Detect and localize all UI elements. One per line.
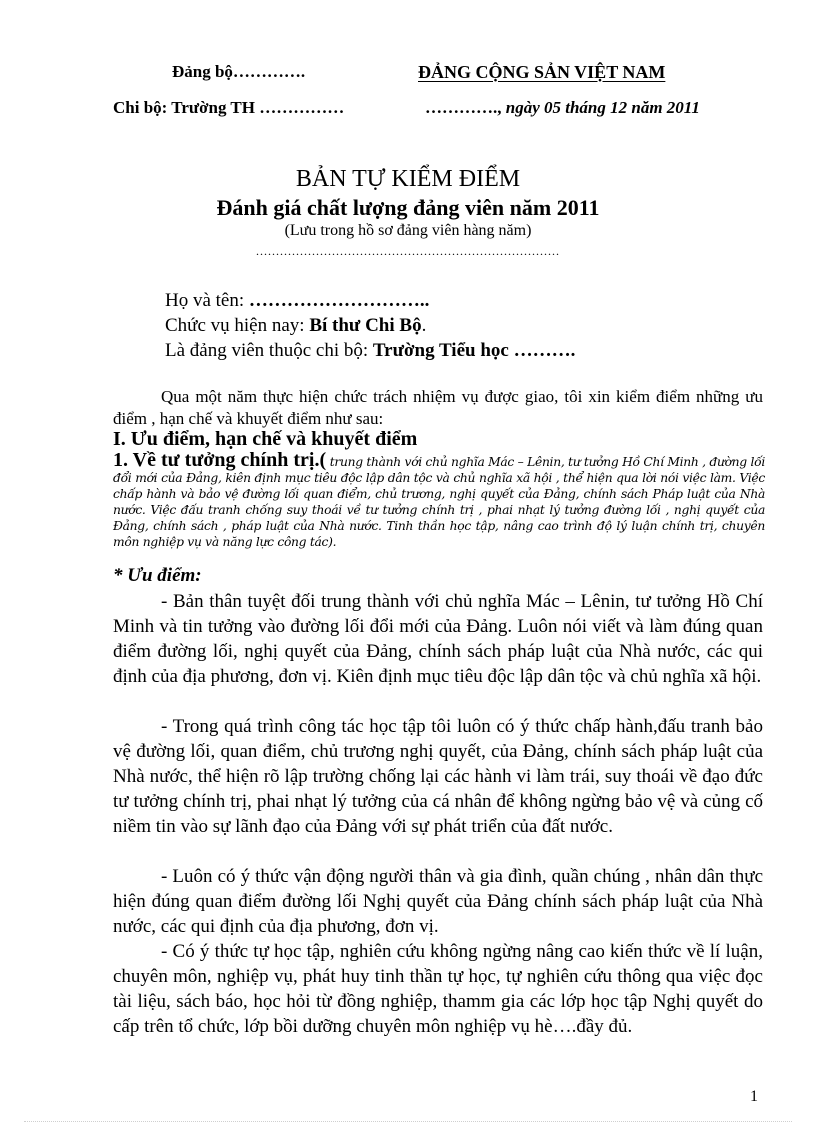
branch-line — [165, 340, 575, 362]
body-paragraph-2: - Trong quá trình công tác học tập tôi luôn có ý thức chấp hành,đấu tranh bảo vệ đường lối, quan điểm, chủ trương nghị quyết, của Đảng, chính sách pháp luật của Nhà nước, thể hiện rõ lập trường chống lại các hành vi làm trái, suy thoái về đạo đức tư tưởng chính trị, phai nhạt lý tưởng của cá nhân để không ngừng bảo vệ và củng cố niềm tin vào sự lãnh đạo của Đảng với sự phát triển của đất nước. — [113, 716, 763, 837]
intro-paragraph: Qua một năm thực hiện chức trách nhiệm vụ được giao, tôi xin kiểm điểm những ưu điểm , hạn chế và khuyết điểm như sau: — [113, 387, 763, 428]
branch-value: Trường Tiểu học ………. — [372, 340, 576, 361]
name-label: Họ và tên: — [165, 290, 249, 311]
body-paragraph-3: - Luôn có ý thức vận động người thân và gia đình, quần chúng , nhân dân thực hiện đúng quan điểm đường lối Nghị quyết của Đảng chính sách pháp luật của Nhà nước, các qui định của địa phương, đơn vị. — [113, 866, 763, 937]
party-name-heading: ĐẢNG CỘNG SẢN VIỆT NAM — [418, 62, 666, 82]
party-committee-label: Đảng bộ…………. — [172, 62, 306, 81]
page-number: 1 — [750, 1088, 758, 1105]
position-value: Bí thư Chi Bộ — [309, 315, 422, 336]
date-text: ngày 05 tháng 12 năm 2011 — [505, 98, 700, 117]
position-line — [165, 315, 426, 337]
date-place-dots: …………., — [425, 98, 506, 117]
name-line — [165, 290, 429, 312]
sub-heading: 1. Về tư tưởng chính trị.( — [113, 449, 327, 471]
document-note: (Lưu trong hồ sơ đảng viên hàng năm) — [284, 222, 532, 239]
page-bottom-border — [24, 1121, 792, 1122]
sub-heading-note: trung thành với chủ nghĩa Mác – Lênin, tư tưởng Hồ Chí Minh , đường lối đổi mới của Đảng, kiên định mục tiêu độc lập dân tộc và chủ nghĩa xã hội , thể hiện qua lời nói việc làm. Việc chấp hành và bảo vệ đường lối quan điểm, chủ trương, nghị quyết của Đảng, chính sách Pháp luật của Nhà nước. Việc đấu tranh chống suy thoái về tư tưởng chính trị , phai nhạt lý tưởng đường lối , nghị quyết của Đảng, chính sách , pháp luật của Nhà nước. Tinh thần học tập, nâng cao trình độ lý luận chính trị, chuyên môn nghiệp vụ và năng lực công tác). — [113, 455, 765, 549]
date-line — [425, 98, 700, 118]
branch-label: Là đảng viên thuộc chi bộ: — [165, 340, 373, 361]
dotted-divider: ............................................................................ — [256, 244, 560, 258]
document-title: BẢN TỰ KIỂM ĐIỂM — [295, 166, 521, 192]
body-paragraph-4: - Có ý thức tự học tập, nghiên cứu không ngừng nâng cao kiến thức về lí luận, chuyên môn, nghiệp vụ, phát huy tinh thần tự học, tự nghiên cứu thông qua việc đọc tài liệu, sách báo, học hỏi từ đồng nghiệp, thamm gia các lớp học tập Nghị quyết do cấp trên tổ chức, lớp bồi dưỡng chuyên môn nghiệp vụ hè….đầy đủ. — [113, 941, 763, 1037]
pros-heading: * Ưu điểm: — [113, 565, 202, 586]
position-suffix: . — [421, 315, 427, 336]
body-paragraph-1: - Bản thân tuyệt đối trung thành với chủ nghĩa Mác – Lênin, tư tưởng Hồ Chí Minh và tin tưởng vào đường lối đổi mới của Đảng. Luôn nói viết và làm đúng quan điểm đường lối, nghị quyết của Đảng, chính sách pháp luật của Nhà nước, các qui định của địa phương, đơn vị. Kiên định mục tiêu độc lập dân tộc và chủ nghĩa xã hội. — [113, 591, 763, 687]
position-label: Chức vụ hiện nay: — [165, 315, 310, 336]
section-heading: I. Ưu điểm, hạn chế và khuyết điểm — [113, 428, 418, 450]
name-value: ……………………….. — [248, 290, 430, 311]
political-ideology-block — [113, 449, 765, 550]
party-cell-label: Chi bộ: Trường TH …………… — [113, 98, 345, 117]
document-subtitle: Đánh giá chất lượng đảng viên năm 2011 — [216, 195, 600, 220]
